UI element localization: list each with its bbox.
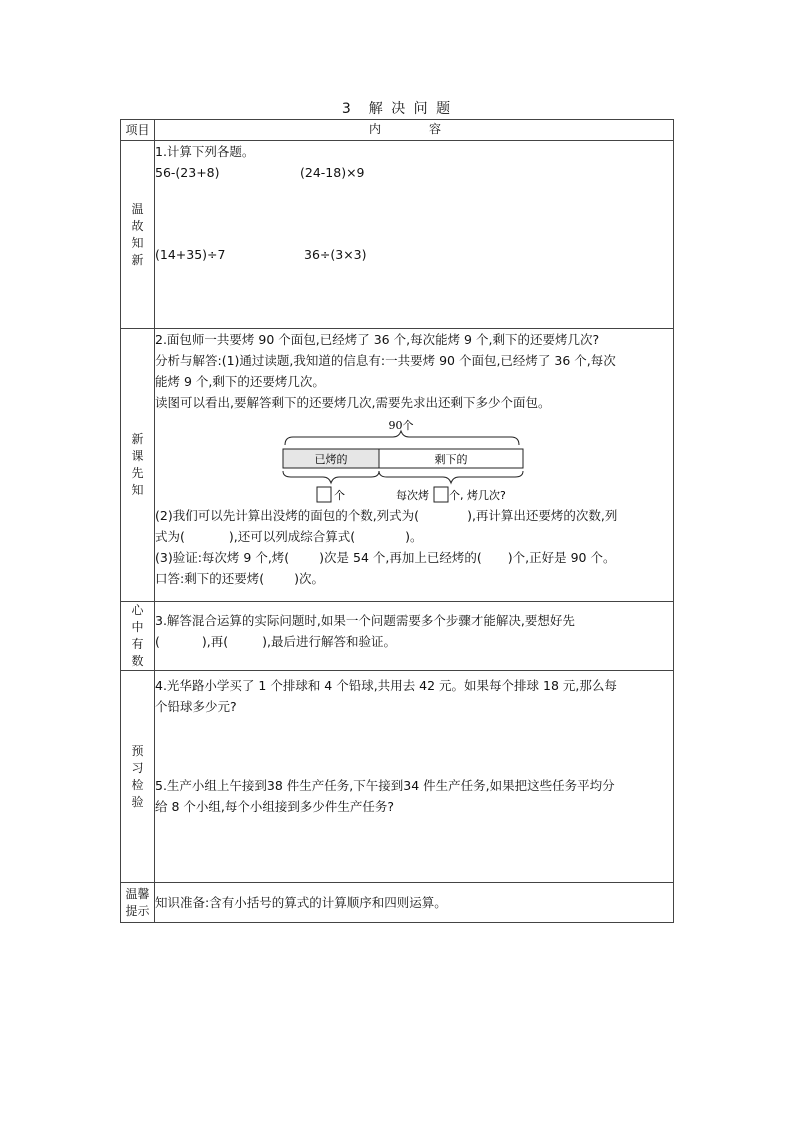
label-new: 新课先知 xyxy=(121,329,155,602)
q3-d: ),最后进行解答和验证。 xyxy=(262,634,396,649)
q4-line-2: 个铅球多少元? xyxy=(155,699,237,714)
q5-line-1: 5.生产小组上午接到38 件生产任务,下午接到34 件生产任务,如果把这些任务平均分 xyxy=(155,778,615,793)
row-tip xyxy=(121,883,674,923)
label-review: 温故知新 xyxy=(121,141,155,329)
unit-label: 个 xyxy=(334,489,345,502)
q3-c: ),再( xyxy=(201,634,229,649)
row-review xyxy=(121,141,674,329)
q1-expr-4: 36÷(3×3) xyxy=(304,247,367,262)
answer-box-1[interactable] xyxy=(317,487,331,502)
q2-p3-a: (3)验证:每次烤 9 个,烤( xyxy=(155,550,290,565)
row-mind xyxy=(121,602,674,671)
label-preview: 预习检验 xyxy=(121,671,155,883)
baked-label: 已烤的 xyxy=(314,453,348,466)
content-preview xyxy=(155,671,674,883)
header-item: 项目 xyxy=(121,120,155,141)
q2-p3-c: )个,正好是 90 个。 xyxy=(507,550,616,565)
q4-line-1: 4.光华路小学买了 1 个排球和 4 个铅球,共用去 42 元。如果每个排球 18 元,那么每 xyxy=(155,678,617,693)
q2-p4-a: 口答:剩下的还要烤( xyxy=(155,571,265,586)
q2-p2-d: ),还可以列成综合算式( xyxy=(228,529,356,544)
label-tip: 温馨提示 xyxy=(121,883,155,923)
content-review xyxy=(155,141,674,329)
remaining-label: 剩下的 xyxy=(434,453,468,466)
header-content: 内 容 xyxy=(155,120,674,141)
row-preview xyxy=(121,671,674,883)
answer-box-2[interactable] xyxy=(434,487,448,502)
bar-diagram xyxy=(155,417,673,505)
remaining-brace xyxy=(379,471,523,483)
label-mind: 心中有数 xyxy=(121,602,155,671)
per-bake-suffix: 个, 烤几次? xyxy=(449,489,506,502)
q5-line-2: 给 8 个小组,每个小组接到多少件生产任务? xyxy=(155,799,395,814)
q1-expr-2: (24-18)×9 xyxy=(300,165,365,180)
q1-expr-1: 56-(23+8) xyxy=(155,165,220,180)
content-tip: 知识准备:含有小括号的算式的计算顺序和四则运算。 xyxy=(155,883,674,923)
header-row xyxy=(121,120,674,141)
diagram-total-label: 90个 xyxy=(388,419,414,432)
q1-title: 1.计算下列各题。 xyxy=(155,144,255,159)
q2-p2-b: ),再计算出还要烤的次数,列 xyxy=(467,508,618,523)
q2-p2-c: 式为( xyxy=(155,529,185,544)
content-new xyxy=(155,329,674,602)
q1-expr-3: (14+35)÷7 xyxy=(155,247,226,262)
q3-line-1: 3.解答混合运算的实际问题时,如果一个问题需要多个步骤才能解决,要想好先 xyxy=(155,613,575,628)
q2-line-4: 读图可以看出,要解答剩下的还要烤几次,需要先求出还剩下多少个面包。 xyxy=(155,395,551,410)
q2-p3-b: )次是 54 个,再加上已经烤的( xyxy=(319,550,482,565)
q2-line-2: 分析与解答:(1)通过读题,我知道的信息有:一共要烤 90 个面包,已经烤了 36 个,每次 xyxy=(155,353,616,368)
page-title: 3 解 决 问 题 xyxy=(341,101,453,117)
q3-b: ( xyxy=(155,634,160,649)
worksheet-table xyxy=(120,119,674,923)
q2-p2-e: )。 xyxy=(405,529,423,544)
baked-brace xyxy=(283,471,379,483)
total-brace xyxy=(285,431,519,445)
q2-line-3: 能烤 9 个,剩下的还要烤几次。 xyxy=(155,374,325,389)
q2-p2-a: (2)我们可以先计算出没烤的面包的个数,列式为( xyxy=(155,508,420,523)
row-new xyxy=(121,329,674,602)
content-mind xyxy=(155,602,674,671)
per-bake-prefix: 每次烤 xyxy=(396,489,429,502)
q2-line-1: 2.面包师一共要烤 90 个面包,已经烤了 36 个,每次能烤 9 个,剩下的还要烤几次? xyxy=(155,332,600,347)
bar-diagram-svg xyxy=(279,417,539,505)
q2-p4-b: )次。 xyxy=(294,571,324,586)
